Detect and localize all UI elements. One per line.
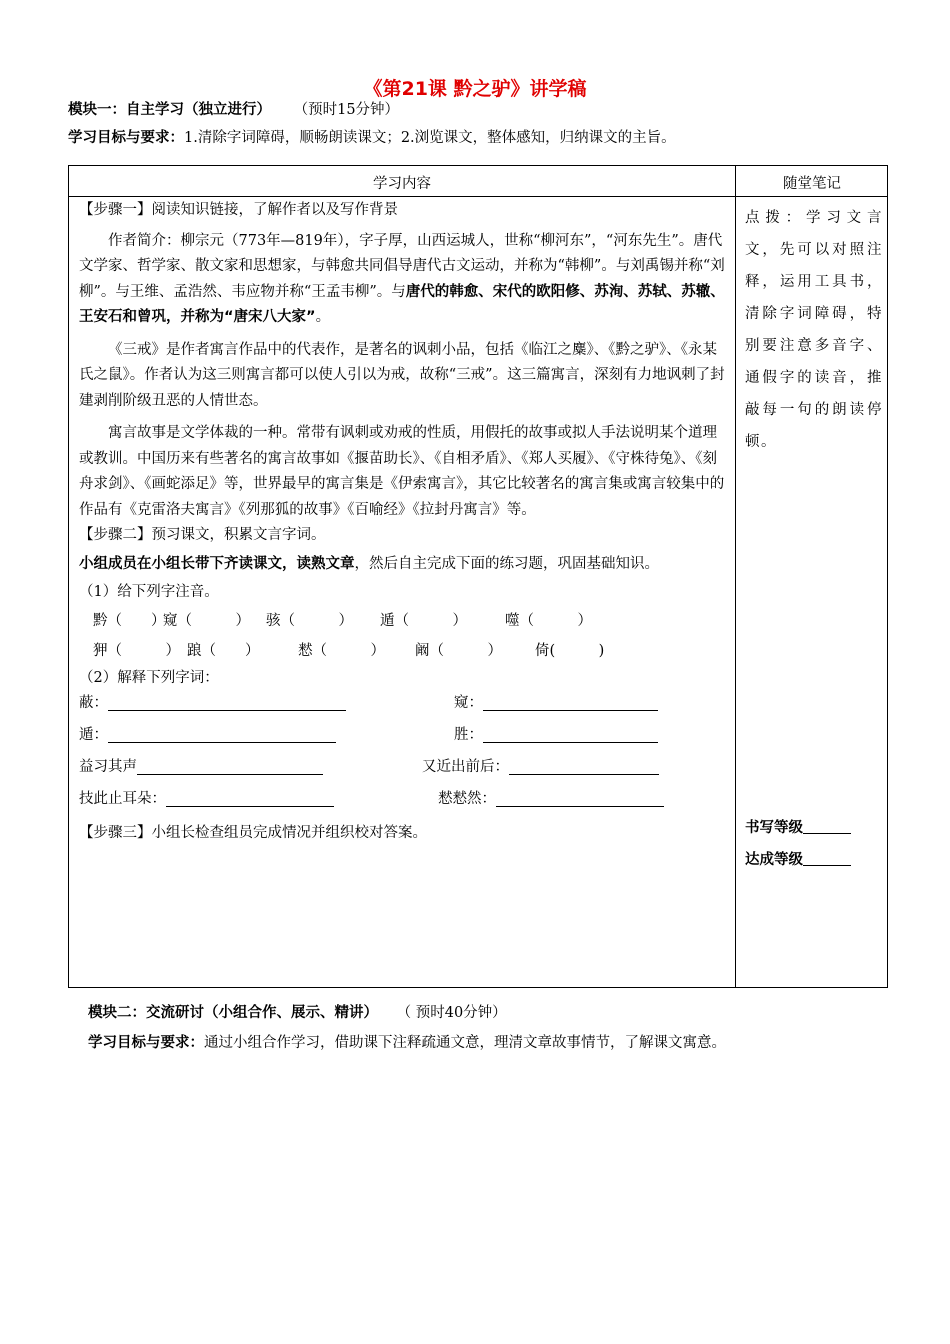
module2-goal-line	[88, 1031, 726, 1052]
module1-goal-text: 1.清除字词障碍，顺畅朗读课文；2.浏览课文，整体感知，归纳课文的主旨。	[184, 130, 676, 146]
module1-goal-label: 学习目标与要求：	[68, 130, 184, 146]
group-instruction-rest: ，然后自主完成下面的练习题，巩固基础知识。	[354, 555, 659, 572]
pinyin-item[interactable]: 阚（ ）	[415, 642, 502, 659]
grade-achieve: 达成等级	[745, 848, 851, 869]
answer-blank[interactable]	[108, 726, 336, 743]
definition-prompt: 益习其声	[79, 755, 323, 781]
page-title: 《第21课 黔之驴》讲学稿	[363, 78, 587, 100]
module1-time: （预时15分钟）	[293, 102, 400, 118]
group-instruction	[79, 552, 729, 578]
definition-row	[79, 787, 729, 819]
study-table	[68, 165, 888, 988]
definition-prompt: 窥：	[454, 691, 658, 717]
answer-blank[interactable]	[137, 758, 323, 775]
module2-heading: 模块二：交流研讨（小组合作、展示、精讲）	[88, 1005, 378, 1021]
module1-heading: 模块一：自主学习（独立进行）	[68, 102, 271, 118]
grade-writing-blank[interactable]	[803, 819, 851, 834]
definition-prompt: 胜：	[454, 723, 658, 749]
definition-prompt: 技此止耳朵：	[79, 787, 334, 813]
header-notes: 随堂笔记	[783, 176, 841, 192]
module1-goal-line	[68, 126, 676, 147]
author-intro-text: 作者简介：柳宗元（773年—819年），字子厚，山西运城人，世称“柳河东”，“河东先生”。唐代文学家、哲学家、散文家和思想家，与韩愈共同倡导唐代古文运动，并称为“韩柳”。与刘禹锡并称“刘柳”。与王维、孟浩然、韦应物并称“王孟韦柳”。与	[79, 232, 725, 300]
grade-writing: 书写等级	[745, 816, 851, 837]
study-content	[79, 198, 729, 847]
step2: 【步骤二】预习课文，积累文言字词。	[79, 527, 326, 543]
answer-blank[interactable]	[108, 694, 346, 711]
pinyin-item[interactable]: 黔（ ）	[93, 612, 166, 629]
group-instruction-bold: 小组成员在小组长带下齐读课文，读熟文章	[79, 555, 355, 572]
pinyin-item[interactable]: 倚( )	[535, 642, 605, 659]
pinyin-item[interactable]: 骇（ ）	[266, 612, 353, 629]
question-2: （2）解释下列字词：	[79, 669, 219, 686]
table-header	[69, 166, 887, 197]
definition-prompt: 慭慭然：	[438, 787, 664, 813]
answer-blank[interactable]	[509, 758, 659, 775]
pinyin-row-1	[79, 606, 729, 636]
fable-paragraph: 寓言故事是文学体裁的一种。常带有讽刺或劝戒的性质，用假托的故事或拟人手法说明某个道理或教训。中国历来有些著名的寓言故事如《揠苗助长》、《自相矛盾》、《郑人买履》、《守株待兔》、《刻舟求剑》、《画蛇添足》等，世界最早的寓言集是《伊索寓言》，其它比较著名的寓言集或寓言较集中的作品有《克雷洛夫寓言》《列那狐的故事》《百喻经》《拉封丹寓言》等。	[79, 425, 725, 518]
module1-heading-line	[68, 98, 399, 119]
answer-blank[interactable]	[166, 790, 334, 807]
pinyin-item[interactable]: 慭（ ）	[298, 642, 385, 659]
pinyin-item[interactable]: 遁（ ）	[380, 612, 467, 629]
module2-heading-line	[88, 1001, 507, 1022]
definition-prompt: 遁：	[79, 723, 336, 749]
pinyin-item[interactable]: 窥（ ）	[163, 612, 250, 629]
author-intro-bold: 唐代的韩愈、宋代的欧阳修、苏洵、苏轼、苏辙、王安石和曾巩，并称为“唐宋八大家”	[79, 283, 725, 325]
pinyin-item[interactable]: 狎（ ）	[93, 642, 180, 659]
definition-prompt: 又近出前后：	[422, 755, 659, 781]
pinyin-item[interactable]: 踉（ ）	[187, 642, 260, 659]
definition-row	[79, 691, 729, 723]
header-study-content: 学习内容	[373, 176, 431, 192]
column-divider	[735, 166, 736, 987]
definition-row	[79, 723, 729, 755]
answer-blank[interactable]	[483, 726, 658, 743]
answer-blank[interactable]	[483, 694, 658, 711]
module2-goal-label: 学习目标与要求：	[88, 1035, 204, 1051]
pinyin-row-2	[79, 636, 729, 666]
module2-time: （ 预时40分钟）	[396, 1005, 507, 1021]
step3: 【步骤三】小组长检查组员完成情况并组织校对答案。	[79, 825, 427, 841]
grade-achieve-blank[interactable]	[803, 851, 851, 866]
author-intro	[79, 229, 729, 331]
sanjie-paragraph: 《三戒》是作者寓言作品中的代表作，是著名的讽刺小品，包括《临江之麋》、《黔之驴》、《永某氏之鼠》。作者认为这三则寓言都可以使人引以为戒，故称“三戒”。这三篇寓言，深刻有力地讽刺了封建剥削阶级丑恶的人情世态。	[79, 341, 725, 409]
pinyin-item[interactable]: 噬（ ）	[505, 612, 592, 629]
module2-goal-text: 通过小组合作学习，借助课下注释疏通文意，理清文章故事情节，了解课文寓意。	[204, 1035, 726, 1051]
definition-row	[79, 755, 729, 787]
question-1: （1）给下列字注音。	[79, 584, 219, 600]
step1: 【步骤一】阅读知识链接，了解作者以及写作背景	[79, 202, 398, 218]
notes-column: 点拨：学习文言文，先可以对照注释，运用工具书，清除字词障碍，特别要注意多音字、通假字的读音，推敲每一句的朗读停顿。	[745, 210, 883, 450]
definition-prompt: 蔽：	[79, 691, 346, 717]
author-intro-end: 。	[315, 309, 331, 325]
answer-blank[interactable]	[496, 790, 664, 807]
